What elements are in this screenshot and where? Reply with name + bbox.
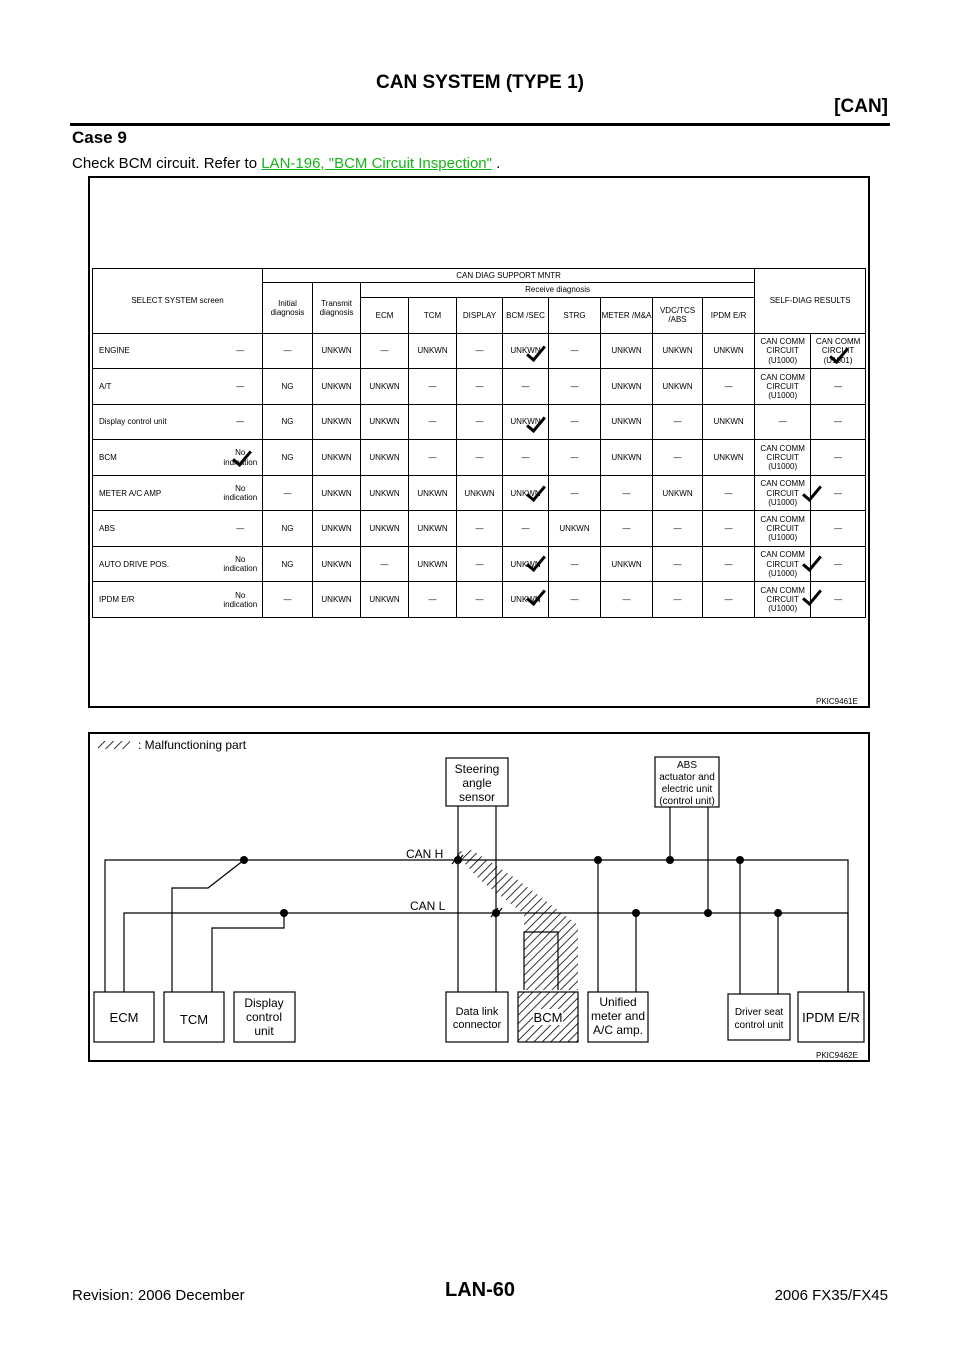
table-cell: UNKWN [653, 333, 703, 369]
table-cell: UNKWN [361, 369, 409, 405]
table-cell: — [811, 369, 866, 405]
abs-label-1: ABS [676, 760, 698, 771]
table-cell: — [457, 582, 503, 618]
drop-lines [172, 806, 778, 994]
malfunction-hatch-area [454, 850, 578, 990]
table-cell: UNKWN [409, 546, 457, 582]
table-cell: — [409, 582, 457, 618]
page-title: CAN SYSTEM (TYPE 1) [376, 72, 584, 93]
table-cell: UNKWN [313, 511, 361, 547]
system-name-cell: A/T [93, 369, 219, 405]
table-cell: — [549, 369, 601, 405]
table-cell: — [503, 369, 549, 405]
table-cell: — [811, 546, 866, 582]
table-cell: UNKWN [601, 369, 653, 405]
steering-label-1: Steering [454, 762, 500, 776]
footer-revision: Revision: 2006 December [72, 1287, 245, 1304]
table-cell: CAN COMM CIRCUIT (U1000) [755, 546, 811, 582]
table-cell: — [653, 511, 703, 547]
tcm-label: TCM [179, 1012, 209, 1027]
system-name-cell: AUTO DRIVE POS. [93, 546, 219, 582]
table-row [93, 475, 866, 511]
table-cell: — [549, 333, 601, 369]
driver-seat-label-1: Driver seat [734, 1007, 784, 1018]
can-l-label: CAN L [410, 899, 446, 913]
case-heading: Case 9 [72, 128, 127, 147]
steering-label-2: angle [462, 776, 492, 790]
table-cell: UNKWN [549, 511, 601, 547]
dlc-label-2: connector [452, 1019, 502, 1031]
table-cell: — [457, 369, 503, 405]
table-cell: — [263, 582, 313, 618]
table-cell: CAN COMM CIRCUIT (U1000) [755, 582, 811, 618]
table-cell: NG [263, 440, 313, 476]
abs-label-4: (control unit) [659, 796, 715, 807]
table-row [93, 582, 866, 618]
instruction-suffix: . [491, 155, 501, 172]
ecm-label: ECM [109, 1010, 139, 1025]
table-cell: UNKWN [361, 511, 409, 547]
self-diag-header: SELF-DIAG RESULTS [755, 269, 866, 334]
table-cell: — [811, 440, 866, 476]
display-label-3: unit [254, 1024, 274, 1038]
initial-diagnosis-header: Initial diagnosis [263, 283, 313, 333]
receive-col-tcm: TCM [409, 297, 457, 333]
can-diag-support-table [92, 268, 866, 618]
table-cell: UNKWN [313, 369, 361, 405]
table-cell: — [653, 404, 703, 440]
table-cell: — [219, 404, 263, 440]
meter-label-2: meter and [590, 1009, 646, 1023]
table-cell: No indication [219, 582, 263, 618]
table-cell: UNKWN [503, 546, 549, 582]
can-diag-header: CAN DIAG SUPPORT MNTR [263, 269, 755, 283]
table-row [93, 546, 866, 582]
table-cell: UNKWN [601, 440, 653, 476]
table-cell: UNKWN [313, 546, 361, 582]
can-h-bus-line [105, 860, 848, 992]
system-name-cell: BCM [93, 440, 219, 476]
table-cell: — [703, 475, 755, 511]
table-cell: UNKWN [361, 475, 409, 511]
table-cell: — [703, 546, 755, 582]
can-network-diagram [88, 732, 870, 1062]
table-cell: CAN COMM CIRCUIT (U1000) [755, 440, 811, 476]
table-row [93, 333, 866, 369]
receive-col-vdc: VDC/TCS /ABS [653, 297, 703, 333]
table-cell: — [409, 404, 457, 440]
instruction-text [72, 155, 500, 172]
steering-label-3: sensor [458, 790, 496, 804]
table-cell: UNKWN [503, 475, 549, 511]
table-cell: — [549, 440, 601, 476]
table-cell: UNKWN [313, 475, 361, 511]
table-cell: — [549, 404, 601, 440]
table-cell: UNKWN [503, 404, 549, 440]
diagram-figure-code: PKIC9462E [816, 1051, 858, 1060]
table-cell: — [263, 475, 313, 511]
table-cell: NG [263, 404, 313, 440]
table-cell: — [703, 369, 755, 405]
table-cell: UNKWN [703, 404, 755, 440]
table-cell: — [653, 546, 703, 582]
table-cell: — [601, 582, 653, 618]
table-cell: CAN COMM CIRCUIT (U1000) [755, 333, 811, 369]
driver-seat-label-2: control unit [734, 1020, 784, 1031]
table-cell: UNKWN [601, 404, 653, 440]
table-cell: — [811, 582, 866, 618]
receive-col-display: DISPLAY [457, 297, 503, 333]
table-cell: NG [263, 546, 313, 582]
table-cell: — [811, 475, 866, 511]
table-cell: UNKWN [703, 333, 755, 369]
table-row [93, 369, 866, 405]
receive-col-ipdm: IPDM E/R [703, 297, 755, 333]
table-cell: UNKWN [361, 582, 409, 618]
system-name-cell: METER A/C AMP [93, 475, 219, 511]
table-cell: — [219, 511, 263, 547]
system-name-cell: IPDM E/R [93, 582, 219, 618]
table-cell: — [811, 511, 866, 547]
header-rule [70, 123, 890, 126]
table-cell: NG [263, 511, 313, 547]
table-cell: — [549, 546, 601, 582]
table-cell: UNKWN [409, 333, 457, 369]
table-cell: — [219, 333, 263, 369]
bcm-circuit-inspection-link[interactable]: LAN-196, "BCM Circuit Inspection" [261, 155, 492, 172]
table-cell: — [601, 475, 653, 511]
table-cell: — [457, 546, 503, 582]
table-cell: UNKWN [503, 333, 549, 369]
table-cell: — [457, 440, 503, 476]
table-cell: No indication [219, 440, 263, 476]
section-tag: [CAN] [834, 96, 888, 117]
footer-page-number: LAN-60 [444, 1279, 515, 1301]
display-label-1: Display [244, 996, 284, 1010]
system-name-cell: ABS [93, 511, 219, 547]
table-cell: UNKWN [653, 369, 703, 405]
table-cell: — [653, 582, 703, 618]
table-cell: UNKWN [457, 475, 503, 511]
meter-label-1: Unified [599, 995, 637, 1009]
table-row [93, 440, 866, 476]
display-label-2: control [245, 1010, 283, 1024]
instruction-prefix: Check BCM circuit. Refer to [72, 155, 262, 172]
legend-text: : Malfunctioning part [138, 738, 247, 752]
table-cell: UNKWN [653, 475, 703, 511]
can-h-label: CAN H [406, 847, 444, 861]
table-body [93, 333, 866, 617]
table-cell: — [653, 440, 703, 476]
table-cell: — [503, 511, 549, 547]
table-cell: CAN COMM CIRCUIT (U1000) [755, 511, 811, 547]
table-cell: — [549, 582, 601, 618]
table-cell: CAN COMM CIRCUIT (U1000) [755, 369, 811, 405]
table-cell: — [361, 333, 409, 369]
table-cell: No indication [219, 475, 263, 511]
table-cell: UNKWN [601, 333, 653, 369]
table-cell: UNKWN [409, 475, 457, 511]
table-cell: — [409, 369, 457, 405]
abs-label-3: electric unit [661, 784, 713, 795]
table-cell: — [601, 511, 653, 547]
dlc-label-1: Data link [455, 1006, 499, 1018]
table-cell: UNKWN [313, 333, 361, 369]
table-row [93, 404, 866, 440]
abs-label-2: actuator and [659, 772, 715, 783]
table-cell: UNKWN [313, 404, 361, 440]
table-cell: — [219, 369, 263, 405]
transmit-diagnosis-header: Transmit diagnosis [313, 283, 361, 333]
table-cell: UNKWN [313, 582, 361, 618]
ipdm-label: IPDM E/R [802, 1010, 860, 1025]
bcm-label: BCM [533, 1010, 563, 1025]
table-cell: UNKWN [409, 511, 457, 547]
table-cell: No indication [219, 546, 263, 582]
table-cell: — [811, 404, 866, 440]
system-name-cell: ENGINE [93, 333, 219, 369]
system-name-cell: Display control unit [93, 404, 219, 440]
table-cell: — [263, 333, 313, 369]
table-cell: UNKWN [361, 404, 409, 440]
table-cell: — [457, 333, 503, 369]
table-cell: NG [263, 369, 313, 405]
table-cell: — [503, 440, 549, 476]
table-cell: UNKWN [313, 440, 361, 476]
table-cell: — [457, 511, 503, 547]
table-cell: UNKWN [601, 546, 653, 582]
table-cell: — [755, 404, 811, 440]
receive-diagnosis-header: Receive diagnosis [361, 283, 755, 297]
table-cell: CAN COMM CIRCUIT (U1000) [755, 475, 811, 511]
table-cell: — [409, 440, 457, 476]
receive-col-ecm: ECM [361, 297, 409, 333]
malfunction-hatch-swatch [98, 741, 130, 749]
table-cell: UNKWN [361, 440, 409, 476]
footer-model: 2006 FX35/FX45 [774, 1287, 888, 1304]
table-cell: — [457, 404, 503, 440]
select-system-header: SELECT SYSTEM screen [93, 269, 263, 334]
table-cell: — [703, 582, 755, 618]
table-figure-code: PKIC9461E [816, 697, 858, 706]
table-cell: UNKWN [703, 440, 755, 476]
meter-label-3: A/C amp. [592, 1023, 644, 1037]
table-cell: CAN COMM CIRCUIT (U1001) [811, 333, 866, 369]
table-cell: — [361, 546, 409, 582]
table-cell: — [549, 475, 601, 511]
receive-col-strg: STRG [549, 297, 601, 333]
receive-col-meter: METER /M&A [601, 297, 653, 333]
table-cell: UNKWN [503, 582, 549, 618]
table-row [93, 511, 866, 547]
table-cell: — [703, 511, 755, 547]
receive-col-bcm: BCM /SEC [503, 297, 549, 333]
